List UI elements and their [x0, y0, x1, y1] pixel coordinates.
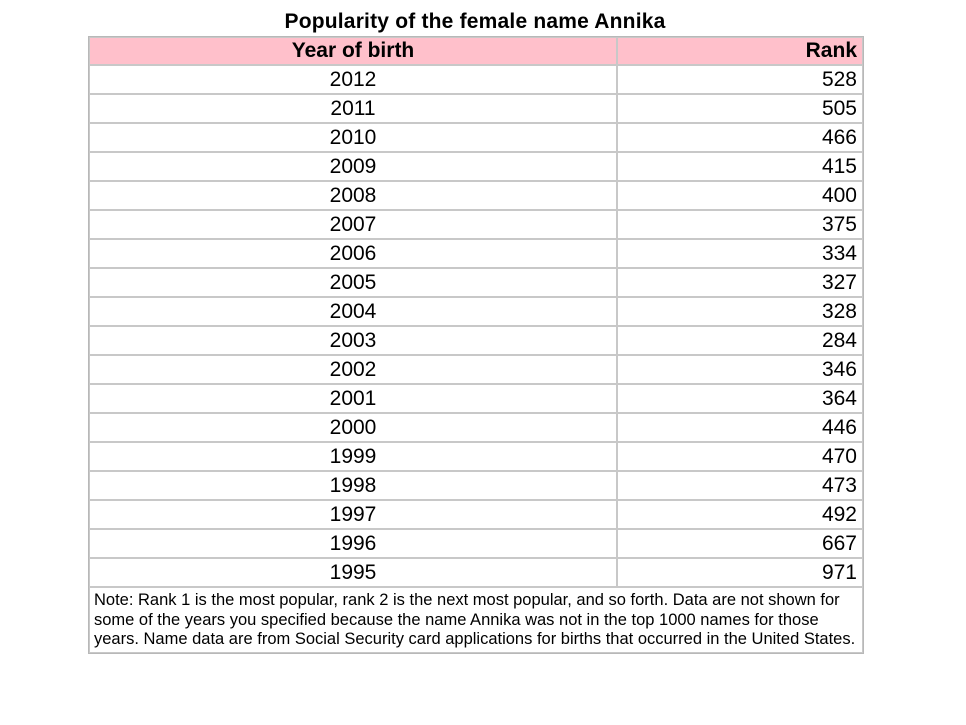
- rank-cell: 364: [617, 384, 863, 413]
- rank-cell: 667: [617, 529, 863, 558]
- table-row: [89, 210, 863, 239]
- year-cell: 2009: [89, 152, 617, 181]
- year-column-header: Year of birth: [89, 37, 617, 65]
- year-cell: 2005: [89, 268, 617, 297]
- year-cell: 1996: [89, 529, 617, 558]
- table-row: [89, 558, 863, 587]
- table-row: [89, 442, 863, 471]
- year-cell: 2003: [89, 326, 617, 355]
- year-cell: 2004: [89, 297, 617, 326]
- table-row: [89, 471, 863, 500]
- rank-cell: 346: [617, 355, 863, 384]
- name-popularity-table: [88, 36, 864, 654]
- table-row: [89, 384, 863, 413]
- year-cell: 1995: [89, 558, 617, 587]
- year-cell: 2001: [89, 384, 617, 413]
- table-title: Popularity of the female name Annika: [284, 10, 666, 33]
- table-row: [89, 239, 863, 268]
- rank-cell: 327: [617, 268, 863, 297]
- rank-cell: 473: [617, 471, 863, 500]
- year-cell: 1999: [89, 442, 617, 471]
- year-cell: 1997: [89, 500, 617, 529]
- table-row: [89, 297, 863, 326]
- rank-cell: 528: [617, 65, 863, 94]
- rank-cell: 470: [617, 442, 863, 471]
- table-row: [89, 123, 863, 152]
- table-row: [89, 181, 863, 210]
- rank-cell: 284: [617, 326, 863, 355]
- rank-cell: 446: [617, 413, 863, 442]
- table-header-row: [89, 37, 863, 65]
- rank-cell: 375: [617, 210, 863, 239]
- table-row: [89, 94, 863, 123]
- table-row: [89, 529, 863, 558]
- rank-cell: 971: [617, 558, 863, 587]
- table-row: [89, 152, 863, 181]
- year-cell: 2012: [89, 65, 617, 94]
- year-cell: 2011: [89, 94, 617, 123]
- year-cell: 1998: [89, 471, 617, 500]
- table-row: [89, 268, 863, 297]
- table-row: [89, 500, 863, 529]
- rank-cell: 415: [617, 152, 863, 181]
- rank-cell: 328: [617, 297, 863, 326]
- note-row: [89, 587, 863, 653]
- year-cell: 2000: [89, 413, 617, 442]
- table-row: [89, 326, 863, 355]
- rank-cell: 505: [617, 94, 863, 123]
- year-cell: 2007: [89, 210, 617, 239]
- table-body: [89, 65, 863, 587]
- rank-cell: 492: [617, 500, 863, 529]
- table-row: [89, 355, 863, 384]
- table-row: [89, 65, 863, 94]
- year-cell: 2010: [89, 123, 617, 152]
- table-note: Note: Rank 1 is the most popular, rank 2 is the next most popular, and so forth. Data are not shown for some of the years you specified because the name Annika was not in the top 1000 names for those years. Name data are from Social Security card applications for births that occurred in the United States.: [89, 587, 863, 653]
- rank-cell: 334: [617, 239, 863, 268]
- year-cell: 2006: [89, 239, 617, 268]
- year-cell: 2008: [89, 181, 617, 210]
- rank-column-header: Rank: [617, 37, 863, 65]
- rank-cell: 400: [617, 181, 863, 210]
- year-cell: 2002: [89, 355, 617, 384]
- rank-cell: 466: [617, 123, 863, 152]
- table-row: [89, 413, 863, 442]
